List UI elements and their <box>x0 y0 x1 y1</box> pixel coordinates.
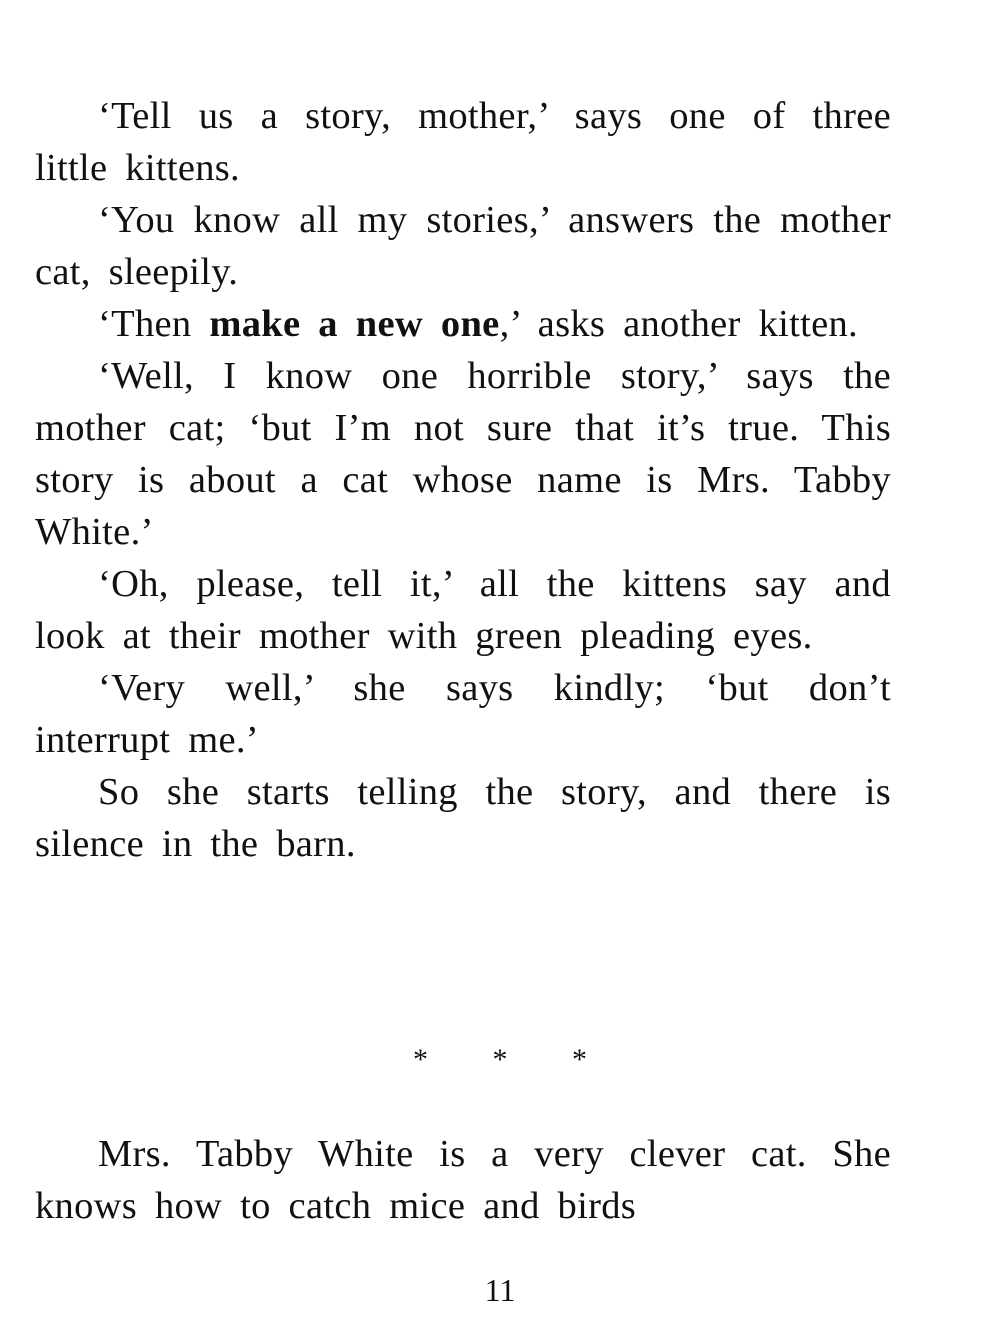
separator-star: * <box>572 1043 587 1076</box>
story-text <box>35 90 891 870</box>
paragraph-3 <box>35 298 891 350</box>
separator-star: * <box>492 1043 508 1076</box>
paragraph-1: ‘Tell us a story, mother,’ says one of three little kittens. <box>35 95 891 189</box>
paragraph-7: So she starts telling the story, and there is silence in the barn. <box>35 771 891 865</box>
paragraph-2: ‘You know all my stories,’ answers the mother cat, sleepily. <box>35 199 891 293</box>
separator-star: * <box>413 1043 428 1076</box>
page-number: 11 <box>484 1272 516 1308</box>
paragraph-5: ‘Oh, please, tell it,’ all the kittens say and look at their mother with green pleading eyes. <box>35 563 891 657</box>
section-separator <box>0 1040 1000 1080</box>
paragraph-4: ‘Well, I know one horrible story,’ says the mother cat; ‘but I’m not sure that it’s true. This story is about a cat whose name is Mrs. Tabby White.’ <box>35 355 891 553</box>
story-continuation <box>35 1128 891 1232</box>
paragraph-3-before: ‘Then <box>98 303 210 345</box>
paragraph-3-after: ,’ asks another kitten. <box>499 303 858 345</box>
paragraph-8: Mrs. Tabby White is a very clever cat. She knows how to catch mice and birds <box>35 1133 891 1227</box>
paragraph-6: ‘Very well,’ she says kindly; ‘but don’t interrupt me.’ <box>35 667 891 761</box>
paragraph-3-bold: make a new one <box>209 303 500 345</box>
